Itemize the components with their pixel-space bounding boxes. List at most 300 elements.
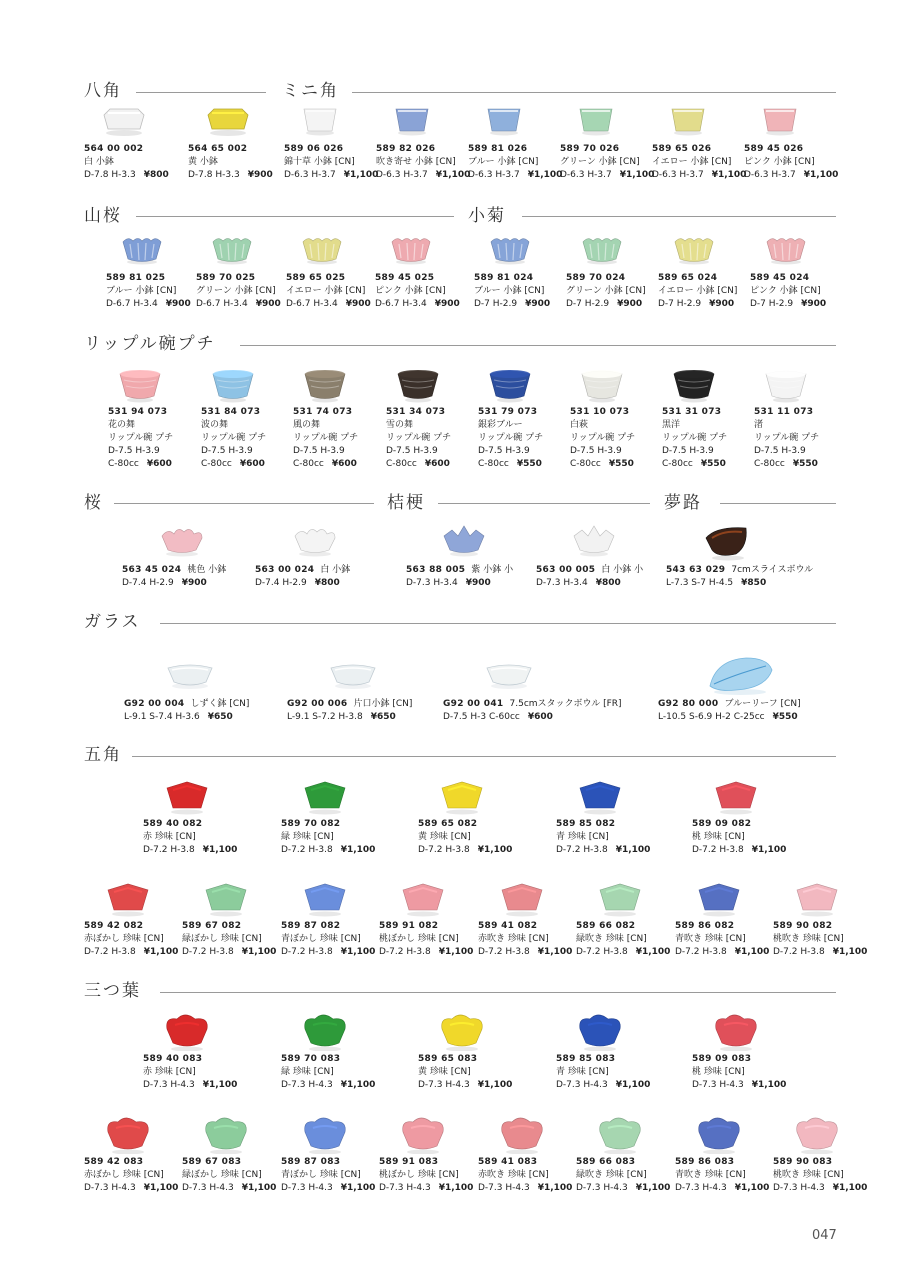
product-image bbox=[596, 1116, 644, 1154]
product-code: 589 91 082 bbox=[379, 921, 439, 931]
product-image bbox=[301, 778, 349, 816]
product-image bbox=[158, 524, 206, 562]
product-dimensions bbox=[754, 458, 819, 471]
product-dimensions bbox=[675, 946, 769, 959]
product-code-line bbox=[286, 272, 371, 285]
product-text: ブルー 小鉢 [CN] bbox=[106, 286, 177, 296]
product-name bbox=[182, 1169, 276, 1182]
product-dimensions bbox=[468, 169, 562, 182]
product-text: 風の舞 bbox=[293, 420, 321, 430]
product-code-line bbox=[675, 920, 769, 933]
product-code-line bbox=[418, 1053, 512, 1066]
product-item bbox=[478, 920, 572, 959]
product-price: ¥1,100 bbox=[143, 947, 179, 957]
product-code-line bbox=[281, 1156, 375, 1169]
product-code: 589 42 083 bbox=[84, 1157, 144, 1167]
product-item bbox=[556, 818, 650, 857]
product-code: 589 86 082 bbox=[675, 921, 735, 931]
product-image bbox=[399, 1116, 447, 1154]
product-text: D-7 H-2.9 bbox=[658, 299, 702, 309]
product-image bbox=[163, 1013, 211, 1051]
product-text: D-7.2 H-3.8 bbox=[143, 845, 195, 855]
product-name bbox=[478, 419, 543, 432]
product-text: D-7.4 H-2.9 bbox=[255, 578, 307, 588]
product-dimensions bbox=[182, 1182, 276, 1195]
product-dimensions bbox=[750, 298, 826, 311]
product-name: 7cmスライスボウル bbox=[731, 565, 814, 575]
product-text: L-10.5 S-6.9 H-2 C-25cc bbox=[658, 712, 765, 722]
product-price: ¥800 bbox=[143, 170, 169, 180]
product-code: 563 45 024 bbox=[122, 565, 182, 575]
product-name bbox=[576, 933, 670, 946]
product-text: 緑 珍味 [CN] bbox=[281, 1067, 334, 1077]
product-text: 銀彩ブルー bbox=[478, 420, 523, 430]
product-text: イエロー 小鉢 [CN] bbox=[286, 286, 366, 296]
product-text: C-80cc bbox=[478, 459, 509, 469]
product-text: D-7.3 H-4.3 bbox=[692, 1080, 744, 1090]
product-text: 渚 bbox=[754, 420, 764, 430]
section-rule bbox=[522, 216, 836, 217]
product-code-line bbox=[122, 564, 226, 577]
product-code-line bbox=[556, 818, 650, 831]
product-name bbox=[675, 933, 769, 946]
product-dimensions bbox=[287, 711, 412, 724]
product-text: D-7.5 H-3 C-60cc bbox=[443, 712, 520, 722]
product-code-line bbox=[754, 406, 819, 419]
product-text: ピンク 小鉢 [CN] bbox=[750, 286, 821, 296]
product-dimensions bbox=[379, 946, 473, 959]
product-code: 589 41 082 bbox=[478, 921, 538, 931]
product-price: ¥550 bbox=[700, 459, 726, 469]
product-code: 589 70 083 bbox=[281, 1054, 341, 1064]
product-dimensions bbox=[773, 946, 867, 959]
product-text: 吹き寄せ 小鉢 [CN] bbox=[376, 157, 456, 167]
product-item bbox=[196, 272, 281, 311]
product-image bbox=[498, 1116, 546, 1154]
product-dimensions bbox=[474, 298, 550, 311]
product-dimensions bbox=[576, 946, 670, 959]
product-dimensions bbox=[108, 458, 173, 471]
product-item bbox=[443, 698, 622, 724]
product-price: ¥900 bbox=[181, 578, 207, 588]
product-text: 桃 珍味 [CN] bbox=[692, 832, 745, 842]
product-code: 589 45 024 bbox=[750, 273, 810, 283]
product-image bbox=[695, 880, 743, 918]
product-text: D-7.2 H-3.8 bbox=[182, 947, 234, 957]
product-name bbox=[662, 445, 727, 458]
product-price: ¥900 bbox=[617, 299, 643, 309]
product-price: ¥1,100 bbox=[832, 1183, 868, 1193]
product-price: ¥900 bbox=[247, 170, 273, 180]
product-dimensions bbox=[560, 169, 654, 182]
product-name bbox=[652, 156, 746, 169]
product-text: ピンク 小鉢 [CN] bbox=[375, 286, 446, 296]
product-price: ¥900 bbox=[255, 299, 281, 309]
product-name: しずく鉢 [CN] bbox=[190, 699, 250, 709]
product-name bbox=[106, 285, 191, 298]
product-item bbox=[576, 920, 670, 959]
product-name bbox=[182, 933, 276, 946]
product-name bbox=[418, 1066, 512, 1079]
product-text: D-7.2 H-3.8 bbox=[478, 947, 530, 957]
product-code-line bbox=[255, 564, 350, 577]
product-price: ¥1,100 bbox=[635, 1183, 671, 1193]
product-image bbox=[163, 778, 211, 816]
product-dimensions bbox=[143, 844, 237, 857]
product-text: D-7 H-2.9 bbox=[474, 299, 518, 309]
product-dimensions bbox=[658, 711, 801, 724]
product-item bbox=[281, 1053, 375, 1092]
product-item bbox=[182, 1156, 276, 1195]
product-dimensions bbox=[570, 458, 635, 471]
product-text: D-6.3 H-3.7 bbox=[744, 170, 796, 180]
product-item bbox=[386, 406, 451, 471]
product-dimensions bbox=[122, 577, 226, 590]
section-rule bbox=[352, 92, 836, 93]
product-price: ¥900 bbox=[525, 299, 551, 309]
product-name bbox=[658, 285, 737, 298]
product-text: 赤 珍味 [CN] bbox=[143, 832, 196, 842]
product-item bbox=[84, 920, 178, 959]
product-price: ¥600 bbox=[527, 712, 553, 722]
product-item bbox=[201, 406, 266, 471]
product-name bbox=[281, 1066, 375, 1079]
product-code-line bbox=[468, 143, 562, 156]
product-name bbox=[754, 432, 819, 445]
product-code: 563 00 005 bbox=[536, 565, 596, 575]
product-code: 589 70 024 bbox=[566, 273, 626, 283]
section-rule bbox=[114, 503, 374, 504]
product-price: ¥1,100 bbox=[438, 1183, 474, 1193]
product-item bbox=[106, 272, 191, 311]
product-dimensions bbox=[188, 169, 273, 182]
product-name bbox=[556, 831, 650, 844]
product-text: C-80cc bbox=[108, 459, 139, 469]
product-dimensions bbox=[375, 298, 460, 311]
product-image bbox=[202, 103, 254, 141]
product-price: ¥550 bbox=[772, 712, 798, 722]
product-price: ¥1,100 bbox=[615, 1080, 651, 1090]
product-code-line bbox=[182, 1156, 276, 1169]
product-name bbox=[143, 1066, 237, 1079]
product-image bbox=[327, 658, 379, 696]
product-price: ¥1,100 bbox=[619, 170, 655, 180]
product-code-line bbox=[536, 564, 643, 577]
product-text: 白 小鉢 bbox=[84, 157, 114, 167]
product-code-line bbox=[662, 406, 727, 419]
product-text: C-80cc bbox=[662, 459, 693, 469]
product-item bbox=[108, 406, 173, 471]
product-price: ¥1,100 bbox=[340, 947, 376, 957]
product-image bbox=[706, 652, 776, 696]
product-code-line bbox=[84, 920, 178, 933]
product-price: ¥1,100 bbox=[477, 845, 513, 855]
product-text: 赤吹き 珍味 [CN] bbox=[478, 934, 549, 944]
product-text: 花の舞 bbox=[108, 420, 136, 430]
product-item bbox=[143, 818, 237, 857]
product-text: D-7.3 H-4.3 bbox=[281, 1183, 333, 1193]
product-code-line bbox=[196, 272, 281, 285]
product-code: 531 34 073 bbox=[386, 407, 446, 417]
product-text: D-6.3 H-3.7 bbox=[560, 170, 612, 180]
product-text: D-6.3 H-3.7 bbox=[652, 170, 704, 180]
product-item bbox=[406, 564, 513, 590]
product-name bbox=[570, 432, 635, 445]
product-image bbox=[104, 1116, 152, 1154]
product-price: ¥1,100 bbox=[241, 1183, 277, 1193]
product-text: 桃吹き 珍味 [CN] bbox=[773, 1170, 844, 1180]
product-code: 589 91 083 bbox=[379, 1157, 439, 1167]
product-price: ¥1,100 bbox=[832, 947, 868, 957]
product-text: D-7.3 H-4.3 bbox=[418, 1080, 470, 1090]
product-image bbox=[98, 103, 150, 141]
product-price: ¥900 bbox=[801, 299, 827, 309]
product-name bbox=[293, 419, 358, 432]
product-code: G92 00 041 bbox=[443, 699, 504, 709]
product-code: G92 00 006 bbox=[287, 699, 348, 709]
product-code-line bbox=[576, 920, 670, 933]
product-name bbox=[570, 419, 635, 432]
product-item bbox=[566, 272, 646, 311]
product-item bbox=[658, 272, 737, 311]
product-dimensions bbox=[182, 946, 276, 959]
product-dimensions bbox=[379, 1182, 473, 1195]
product-text: L-9.1 S-7.2 H-3.8 bbox=[287, 712, 363, 722]
product-image bbox=[576, 1013, 624, 1051]
product-code-line bbox=[478, 920, 572, 933]
section-title-yumeji: 夢路 bbox=[664, 493, 702, 513]
product-item bbox=[182, 920, 276, 959]
product-code: 531 94 073 bbox=[108, 407, 168, 417]
product-code-line bbox=[658, 698, 801, 711]
product-text: 緑吹き 珍味 [CN] bbox=[576, 934, 647, 944]
product-dimensions bbox=[478, 458, 543, 471]
section-rule bbox=[136, 216, 454, 217]
product-item bbox=[666, 564, 813, 590]
product-image bbox=[695, 1116, 743, 1154]
product-code-line bbox=[418, 818, 512, 831]
product-code: 589 81 026 bbox=[468, 144, 528, 154]
product-price: ¥1,100 bbox=[803, 170, 839, 180]
product-name: 紫 小鉢 小 bbox=[471, 565, 514, 575]
product-dimensions bbox=[576, 1182, 670, 1195]
product-name bbox=[474, 285, 550, 298]
product-name bbox=[143, 831, 237, 844]
product-image bbox=[488, 232, 536, 270]
product-item bbox=[773, 1156, 867, 1195]
product-price: ¥600 bbox=[331, 459, 357, 469]
product-text: ブルー 小鉢 [CN] bbox=[474, 286, 545, 296]
product-text: 黄 珍味 [CN] bbox=[418, 832, 471, 842]
product-text: リップル碗 プチ bbox=[478, 433, 544, 443]
product-text: 雪の舞 bbox=[386, 420, 414, 430]
product-code: 563 88 005 bbox=[406, 565, 466, 575]
product-text: グリーン 小鉢 [CN] bbox=[566, 286, 646, 296]
product-name bbox=[375, 285, 460, 298]
product-name bbox=[108, 419, 173, 432]
product-text: 赤ぼかし 珍味 [CN] bbox=[84, 1170, 164, 1180]
product-price: ¥1,100 bbox=[635, 947, 671, 957]
product-name bbox=[773, 933, 867, 946]
product-text: 緑吹き 珍味 [CN] bbox=[576, 1170, 647, 1180]
product-code-line bbox=[576, 1156, 670, 1169]
product-code: 589 70 026 bbox=[560, 144, 620, 154]
product-price: ¥1,100 bbox=[143, 1183, 179, 1193]
section-title-glass: ガラス bbox=[84, 612, 141, 632]
product-price: ¥1,100 bbox=[751, 845, 787, 855]
product-name bbox=[478, 933, 572, 946]
product-item bbox=[773, 920, 867, 959]
product-text: C-80cc bbox=[201, 459, 232, 469]
product-text: D-7.5 H-3.9 bbox=[386, 446, 438, 456]
product-dimensions bbox=[418, 1079, 512, 1092]
product-name bbox=[566, 285, 646, 298]
product-image bbox=[580, 232, 628, 270]
product-name bbox=[692, 1066, 786, 1079]
product-price: ¥1,100 bbox=[340, 1183, 376, 1193]
product-item bbox=[84, 143, 169, 182]
product-item bbox=[662, 406, 727, 471]
section-title-kikyo: 桔梗 bbox=[387, 493, 425, 513]
product-dimensions bbox=[284, 169, 378, 182]
product-price: ¥1,100 bbox=[241, 947, 277, 957]
product-text: 青 珍味 [CN] bbox=[556, 1067, 609, 1077]
product-code: 589 45 026 bbox=[744, 144, 804, 154]
section-rule bbox=[720, 503, 836, 504]
product-name bbox=[281, 831, 375, 844]
product-name bbox=[84, 156, 169, 169]
product-text: 緑ぼかし 珍味 [CN] bbox=[182, 1170, 262, 1180]
product-code: 589 41 083 bbox=[478, 1157, 538, 1167]
product-text: 青ぼかし 珍味 [CN] bbox=[281, 1170, 361, 1180]
product-text: D-6.7 H-3.4 bbox=[375, 299, 427, 309]
product-image bbox=[666, 103, 714, 141]
product-text: リップル碗 プチ bbox=[570, 433, 636, 443]
product-dimensions bbox=[106, 298, 191, 311]
product-dimensions bbox=[281, 1182, 375, 1195]
product-code: 564 00 002 bbox=[84, 144, 144, 154]
product-text: D-7.3 H-4.3 bbox=[478, 1183, 530, 1193]
product-price: ¥900 bbox=[434, 299, 460, 309]
product-image bbox=[764, 366, 812, 404]
product-item bbox=[468, 143, 562, 182]
product-price: ¥550 bbox=[516, 459, 542, 469]
product-text: リップル碗 プチ bbox=[108, 433, 174, 443]
section-rule bbox=[160, 623, 836, 624]
product-code-line bbox=[560, 143, 654, 156]
product-dimensions bbox=[556, 1079, 650, 1092]
product-item bbox=[293, 406, 358, 471]
product-image bbox=[758, 103, 806, 141]
product-image bbox=[301, 1116, 349, 1154]
product-text: 赤吹き 珍味 [CN] bbox=[478, 1170, 549, 1180]
section-rule bbox=[438, 503, 650, 504]
product-item bbox=[570, 406, 635, 471]
product-name bbox=[286, 285, 371, 298]
product-text: D-7.2 H-3.8 bbox=[576, 947, 628, 957]
product-image bbox=[712, 1013, 760, 1051]
product-dimensions bbox=[773, 1182, 867, 1195]
product-image bbox=[396, 366, 444, 404]
product-text: D-7.5 H-3.9 bbox=[570, 446, 622, 456]
product-price: ¥650 bbox=[207, 712, 233, 722]
product-code: 531 79 073 bbox=[478, 407, 538, 417]
product-code: 589 81 025 bbox=[106, 273, 166, 283]
product-text: D-7.5 H-3.9 bbox=[293, 446, 345, 456]
product-item bbox=[576, 1156, 670, 1195]
product-dimensions bbox=[662, 458, 727, 471]
product-price: ¥1,100 bbox=[615, 845, 651, 855]
product-image bbox=[438, 778, 486, 816]
product-dimensions bbox=[666, 577, 813, 590]
product-name bbox=[379, 933, 473, 946]
product-dimensions bbox=[124, 711, 249, 724]
product-text: リップル碗 プチ bbox=[293, 433, 359, 443]
product-code: 589 67 082 bbox=[182, 921, 242, 931]
product-item bbox=[143, 1053, 237, 1092]
product-price: ¥900 bbox=[709, 299, 735, 309]
product-image bbox=[164, 658, 216, 696]
product-item bbox=[122, 564, 226, 590]
product-text: D-7.3 H-4.3 bbox=[281, 1080, 333, 1090]
product-code: 531 84 073 bbox=[201, 407, 261, 417]
product-item bbox=[478, 1156, 572, 1195]
product-code-line bbox=[143, 1053, 237, 1066]
product-text: D-7.2 H-3.8 bbox=[773, 947, 825, 957]
product-price: ¥1,100 bbox=[438, 947, 474, 957]
product-text: リップル碗 プチ bbox=[662, 433, 728, 443]
product-code-line bbox=[143, 818, 237, 831]
product-code-line bbox=[281, 818, 375, 831]
product-text: D-7.5 H-3.9 bbox=[108, 446, 160, 456]
product-name bbox=[468, 156, 562, 169]
product-image bbox=[574, 103, 622, 141]
product-name bbox=[379, 1169, 473, 1182]
product-image bbox=[442, 524, 490, 562]
product-text: D-6.3 H-3.7 bbox=[376, 170, 428, 180]
product-code-line bbox=[474, 272, 550, 285]
product-code-line bbox=[281, 920, 375, 933]
section-title-ripple: リップル碗プチ bbox=[84, 334, 216, 354]
product-price: ¥1,100 bbox=[711, 170, 747, 180]
product-price: ¥600 bbox=[146, 459, 172, 469]
product-text: D-7.4 H-2.9 bbox=[122, 578, 174, 588]
product-code-line bbox=[652, 143, 746, 156]
product-name bbox=[576, 1169, 670, 1182]
product-dimensions bbox=[406, 577, 513, 590]
product-text: 青 珍味 [CN] bbox=[556, 832, 609, 842]
product-code-line bbox=[666, 564, 813, 577]
product-code: 531 10 073 bbox=[570, 407, 630, 417]
product-code-line bbox=[182, 920, 276, 933]
product-image bbox=[303, 366, 351, 404]
product-code-line bbox=[293, 406, 358, 419]
product-dimensions bbox=[293, 458, 358, 471]
product-code-line bbox=[84, 1156, 178, 1169]
product-dimensions bbox=[418, 844, 512, 857]
product-dimensions bbox=[201, 458, 266, 471]
product-price: ¥1,100 bbox=[734, 947, 770, 957]
section-title-hakkaku: 八角 bbox=[84, 81, 122, 101]
section-title-minikaku: ミニ角 bbox=[282, 81, 339, 101]
product-code: 589 66 082 bbox=[576, 921, 636, 931]
product-text: D-7.5 H-3.9 bbox=[478, 446, 530, 456]
product-text: D-7.2 H-3.8 bbox=[84, 947, 136, 957]
product-text: C-80cc bbox=[386, 459, 417, 469]
product-item bbox=[188, 143, 273, 182]
section-title-kogiku: 小菊 bbox=[468, 206, 506, 226]
product-item bbox=[418, 818, 512, 857]
